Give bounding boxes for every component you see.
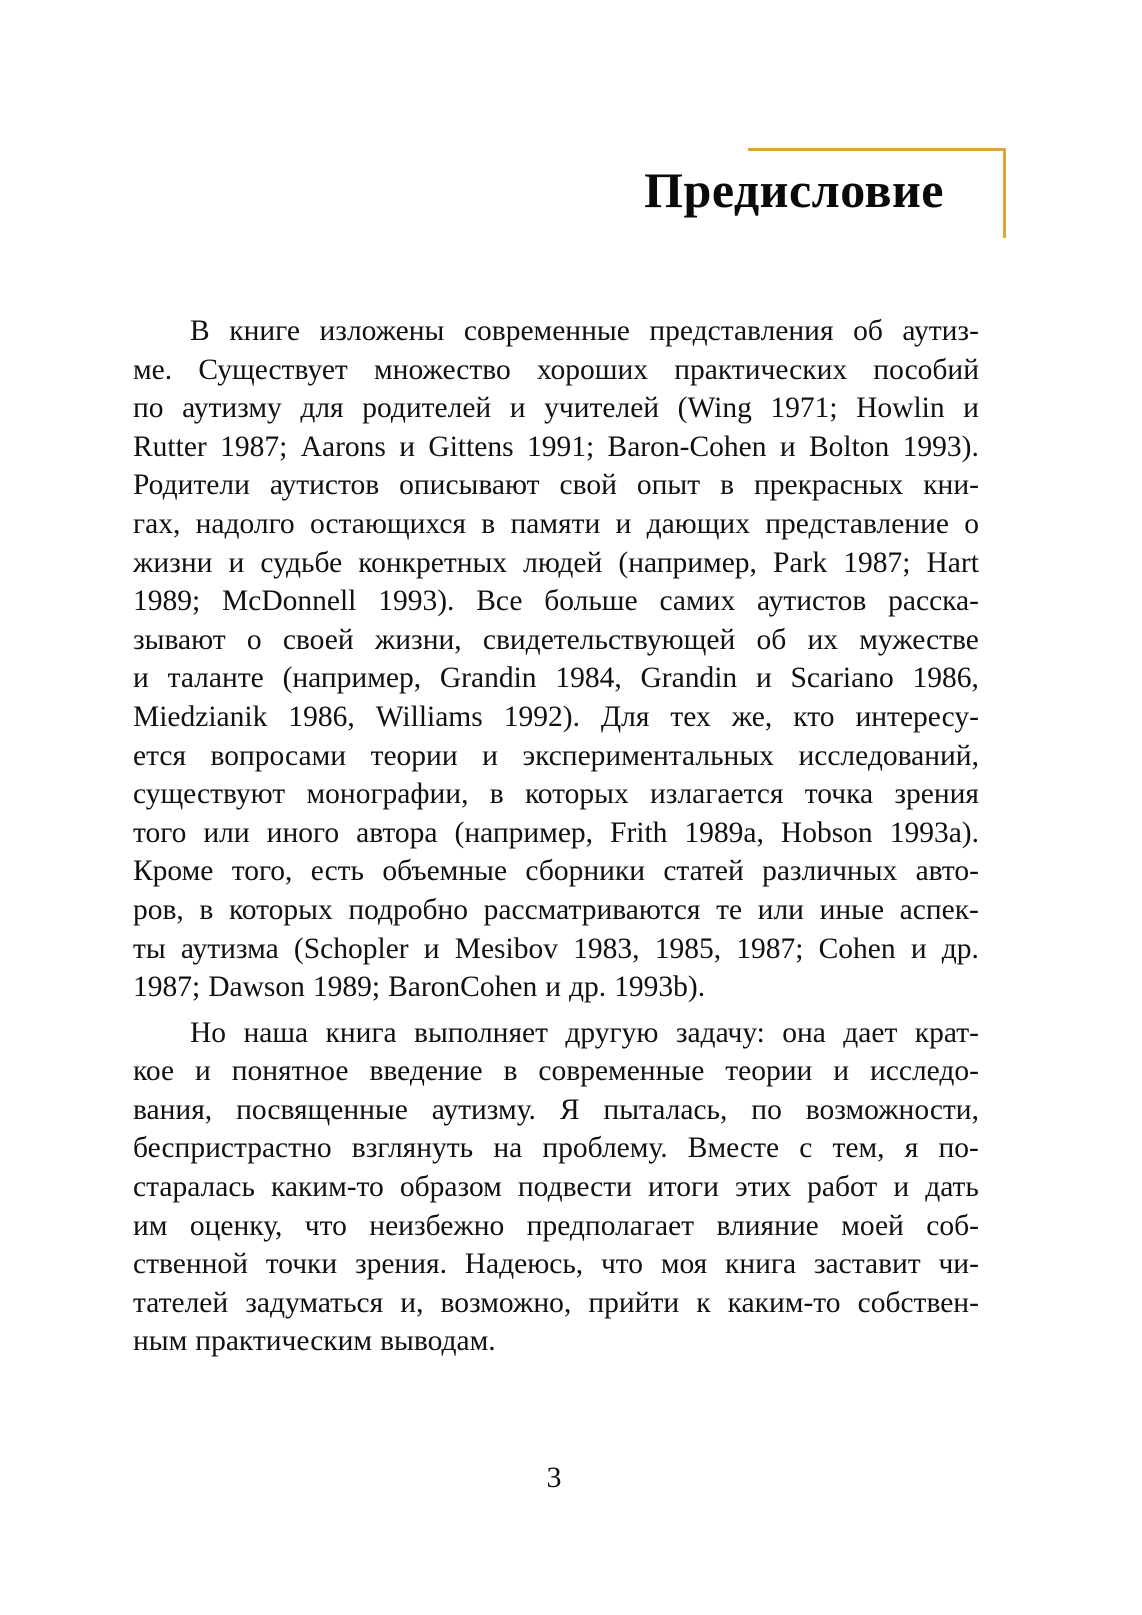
word: предполагает [526, 1209, 695, 1242]
word: BaronCohen [388, 971, 538, 1004]
word: Gittens [428, 430, 514, 463]
word: Cohen [818, 932, 896, 965]
word: подробно [348, 893, 469, 926]
word: вопросами [210, 739, 347, 772]
word: по [133, 392, 164, 425]
word: Но [190, 1016, 227, 1049]
word: 1987; [843, 546, 911, 579]
word: Scariano [790, 662, 894, 695]
text-line [133, 1322, 979, 1361]
word: множество [373, 353, 511, 386]
word: зрения [894, 778, 979, 811]
text-line [133, 814, 979, 853]
word: Grandin [640, 662, 738, 695]
word: 1986, [912, 662, 979, 695]
word: пыталась, [603, 1093, 728, 1126]
word: конкретных [358, 546, 508, 579]
word: образом [399, 1171, 502, 1204]
word: судьбе [260, 546, 343, 579]
word: 1993a). [889, 816, 979, 849]
text-line [133, 775, 979, 814]
word: таланте [167, 662, 264, 695]
word: аутистов [269, 469, 380, 502]
word: и [963, 392, 979, 425]
word: тем, [832, 1132, 885, 1165]
word: дает [843, 1016, 898, 1049]
text-line [133, 1284, 979, 1323]
word: прийти [588, 1286, 680, 1319]
text-line [133, 1168, 979, 1207]
word: 1987; [736, 932, 804, 965]
word: аутизму. [431, 1093, 536, 1126]
word: своей [282, 623, 354, 656]
word: Dawson [208, 971, 305, 1004]
text-line [133, 621, 979, 660]
word: в [199, 893, 214, 926]
word: соб- [926, 1209, 979, 1242]
word: Надеюсь, [464, 1248, 584, 1281]
word: которых [228, 893, 333, 926]
word: 1993b). [614, 971, 706, 1004]
word: наша [243, 1016, 309, 1049]
word: этих [735, 1171, 792, 1204]
word: точки [265, 1248, 338, 1281]
word: беспристрастно [133, 1132, 332, 1165]
word: им [133, 1209, 168, 1242]
word: Mesibov [454, 932, 558, 965]
word: об [853, 315, 883, 347]
word: остающихся [309, 507, 466, 540]
word: существуют [133, 778, 286, 811]
word: теории [370, 739, 458, 772]
text-line [133, 891, 979, 930]
word: чи- [938, 1248, 979, 1281]
word: хороших [536, 353, 649, 386]
word: Frith [610, 816, 668, 849]
word: с [799, 1132, 813, 1165]
word: Для [600, 700, 650, 733]
word: к [696, 1286, 711, 1319]
word: сборники [525, 855, 646, 888]
word: о [246, 623, 262, 656]
word: Miedzianik [133, 700, 268, 733]
word: 1989; [133, 585, 201, 618]
word: аутистов [757, 585, 867, 618]
word: 1983, [573, 932, 640, 965]
word: точка [804, 778, 874, 811]
word: родителей [362, 392, 492, 425]
word: (например, [618, 546, 757, 579]
word: пособий [873, 353, 979, 386]
word: представления [649, 315, 834, 347]
text-line [133, 1207, 979, 1246]
word: свой [559, 469, 617, 502]
word: задачу: [675, 1016, 765, 1049]
word: 1992). [503, 700, 580, 733]
word: и, [400, 1286, 424, 1319]
word: 1993). [378, 585, 455, 618]
word: надолго [195, 507, 295, 540]
word: аутиз- [902, 315, 979, 347]
word: в [481, 507, 496, 540]
text-line [133, 968, 979, 1007]
word: старалась [133, 1171, 255, 1204]
word: 1987; [133, 971, 201, 1004]
word: Baron-Cohen [607, 430, 767, 463]
word: введение [369, 1055, 483, 1088]
word: (например, [282, 662, 422, 695]
text-line [133, 930, 979, 969]
paragraph-1 [133, 312, 979, 1007]
word: практическим [195, 1325, 373, 1358]
word: современные [538, 1055, 705, 1088]
word: 1971; [770, 392, 838, 425]
word: подвести [517, 1171, 632, 1204]
word: аспек- [899, 893, 979, 926]
word: Hart [926, 546, 979, 579]
word: Bolton [808, 430, 890, 463]
title-bracket-right-rule [1003, 148, 1006, 238]
word: взглянуть [351, 1132, 474, 1165]
text-line [133, 1014, 979, 1053]
word: об [756, 623, 787, 656]
word: тателей [133, 1286, 229, 1319]
word: которых [524, 778, 629, 811]
word: автора [356, 816, 438, 849]
word: жизни, [374, 623, 462, 656]
text-line [133, 852, 979, 891]
word: и [893, 1171, 910, 1204]
word: 1985, [654, 932, 722, 965]
word: ется [133, 739, 187, 772]
word: McDonnell [222, 585, 357, 618]
word: зывают [133, 623, 226, 656]
word: что [600, 1248, 644, 1281]
word: расска- [888, 585, 979, 618]
word: книга [725, 1248, 797, 1281]
word: есть [310, 855, 365, 888]
word: 1993). [902, 430, 979, 463]
word: зрения. [354, 1248, 447, 1281]
word: и [833, 1055, 850, 1088]
word: и [423, 932, 440, 965]
word: собствен- [857, 1286, 979, 1319]
word: я [904, 1132, 919, 1165]
word: другую [565, 1016, 659, 1049]
word: в [503, 1055, 518, 1088]
word: ров, [133, 893, 184, 926]
word: или [203, 816, 250, 849]
word: моя [660, 1248, 708, 1281]
word: Вместе [687, 1132, 780, 1165]
word: современные [463, 315, 630, 347]
word: и [482, 739, 498, 772]
word: Rutter [133, 430, 207, 463]
word: по- [938, 1132, 979, 1165]
word: выводам. [380, 1325, 496, 1358]
word: по [751, 1093, 782, 1126]
text-line [133, 544, 979, 583]
word: их [807, 623, 838, 656]
word: же, [731, 700, 773, 733]
word: (например, [454, 816, 594, 849]
word: Я [559, 1093, 580, 1126]
word: исследований, [798, 739, 979, 772]
word: что [304, 1209, 347, 1242]
word: и [615, 507, 632, 540]
word: ме. [133, 353, 173, 386]
text-line [133, 659, 979, 698]
word: книге [229, 315, 300, 347]
text-line [133, 312, 979, 351]
word: каким-то [270, 1171, 384, 1204]
word: и [228, 546, 245, 579]
word: иные [819, 893, 885, 926]
word: в [489, 778, 504, 811]
word: возможно, [440, 1286, 572, 1319]
word: самих [659, 585, 736, 618]
word: в [720, 469, 734, 502]
word: людей [523, 546, 603, 579]
text-line [133, 582, 979, 621]
word: на [493, 1132, 523, 1165]
word: понятное [231, 1055, 349, 1088]
word: Park [773, 546, 828, 579]
word: и [399, 430, 416, 463]
word: Все [476, 585, 523, 618]
word: изложены [319, 315, 445, 347]
word: объемные [382, 855, 508, 888]
word: ным [133, 1325, 188, 1358]
word: прекрасных [753, 469, 904, 502]
word: 1984, [555, 662, 622, 695]
word: интересу- [855, 700, 979, 733]
word: аутизму [182, 392, 282, 425]
text-line [133, 466, 979, 505]
word: того [133, 816, 187, 849]
word: оценку, [189, 1209, 283, 1242]
word: иного [266, 816, 340, 849]
word: работ [807, 1171, 878, 1204]
word: крат- [914, 1016, 979, 1049]
word: больше [544, 585, 638, 618]
text-line [133, 1245, 979, 1284]
word: и [755, 662, 772, 695]
word: др. [941, 932, 979, 965]
word: В [190, 315, 210, 347]
word: вания, [133, 1093, 213, 1126]
word: и [779, 430, 796, 463]
word: посвященные [236, 1093, 408, 1126]
word: влияние [716, 1209, 819, 1242]
word: исследо- [869, 1055, 979, 1088]
word: 1989; [312, 971, 381, 1004]
word: для [300, 392, 344, 425]
word: теории [725, 1055, 813, 1088]
text-line [133, 1129, 979, 1168]
word: представление [765, 507, 949, 540]
word: авто- [915, 855, 979, 888]
word: памяти [510, 507, 601, 540]
word: выполняет [414, 1016, 549, 1049]
word: Aarons [300, 430, 386, 463]
text-line [133, 389, 979, 428]
word: статей [663, 855, 744, 888]
word: рассматриваются [483, 893, 701, 926]
page-number: 3 [546, 1461, 562, 1494]
word: др. [569, 971, 607, 1004]
word: книга [325, 1016, 397, 1049]
word: аутизма [180, 932, 279, 965]
body-text [133, 312, 979, 1361]
word: итоги [648, 1171, 719, 1204]
word: излагается [650, 778, 784, 811]
word: неизбежно [369, 1209, 505, 1242]
word: жизни [133, 546, 213, 579]
word: она [782, 1016, 826, 1049]
text-line [133, 428, 979, 467]
word: кто [793, 700, 835, 733]
paragraph-2 [133, 1014, 979, 1361]
word: Родители [133, 469, 250, 502]
word: Кроме [133, 855, 214, 888]
word: различных [762, 855, 898, 888]
word: ты [133, 932, 166, 965]
word: Howlin [856, 392, 945, 425]
word: и [133, 662, 149, 695]
word: Существует [198, 353, 348, 386]
word: кое [133, 1055, 175, 1088]
word: дать [925, 1171, 979, 1204]
word: 1989a, [684, 816, 764, 849]
text-line [133, 505, 979, 544]
text-line [133, 737, 979, 776]
word: моей [841, 1209, 904, 1242]
text-line [133, 698, 979, 737]
word: практических [674, 353, 848, 386]
word: тех [670, 700, 711, 733]
word: проблему. [542, 1132, 668, 1165]
word: экспериментальных [522, 739, 774, 772]
word: 1986, [288, 700, 355, 733]
word: ственной [133, 1248, 248, 1281]
word: и [509, 392, 526, 425]
text-line [133, 351, 979, 390]
word: и [194, 1055, 211, 1088]
word: (Wing [677, 392, 752, 425]
word: дающих [646, 507, 750, 540]
word: и [910, 932, 927, 965]
word: те [716, 893, 743, 926]
text-line [133, 1052, 979, 1091]
word: задуматься [245, 1286, 384, 1319]
word: кни- [923, 469, 979, 502]
word: о [964, 507, 979, 540]
word: описывают [399, 469, 540, 502]
text-line [133, 1091, 979, 1130]
word: Grandin [439, 662, 537, 695]
word: монографии, [306, 778, 469, 811]
word: и [545, 971, 562, 1004]
word: опыт [636, 469, 701, 502]
word: заставит [813, 1248, 921, 1281]
word: гах, [133, 507, 181, 540]
word: того, [231, 855, 293, 888]
word: Hobson [780, 816, 873, 849]
word: 1991; [526, 430, 595, 463]
word: или [757, 893, 804, 926]
word: свидетельствующей [482, 623, 736, 656]
word: учителей [544, 392, 660, 425]
chapter-title: Предисловие [644, 162, 944, 218]
word: Williams [375, 700, 483, 733]
word: 1987; [220, 430, 288, 463]
word: мужестве [859, 623, 979, 656]
word: каким-то [727, 1286, 841, 1319]
title-bracket-top-rule [748, 148, 1006, 151]
word: (Schopler [293, 932, 409, 965]
word: возможности, [805, 1093, 979, 1126]
